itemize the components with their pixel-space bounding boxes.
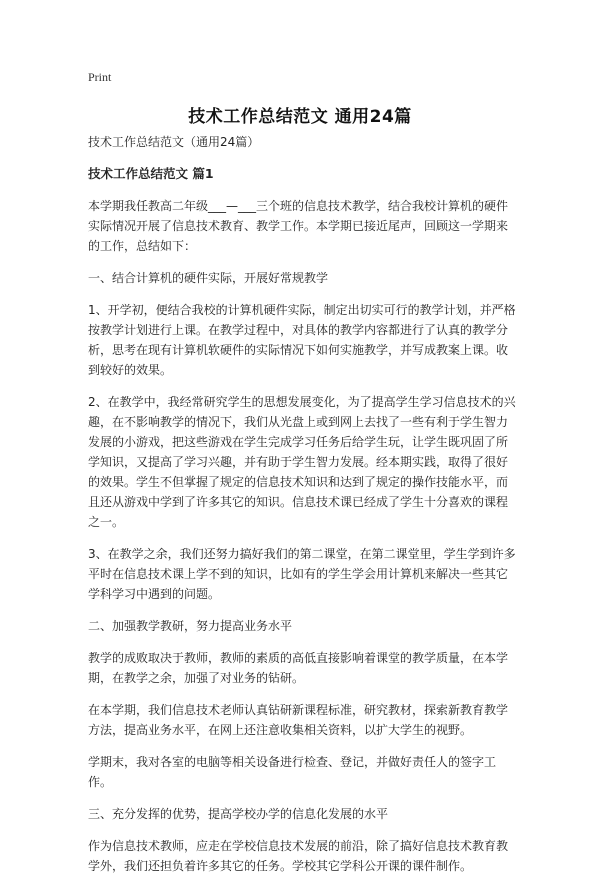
paragraph: 本学期我任教高二年级___—___三个班的信息技术教学，结合我校计算机的硬件实际情况开展了信息技术教育、教学工作。本学期已接近尾声，回顾这一学期来的工作，总结如下： [88,199,509,253]
page-title: 技术工作总结范文 通用24篇 [188,107,412,127]
paragraph: 作为信息技术教师，应走在学校信息技术发展的前沿，除了搞好信息技术教育教学外，我们还担负着许多其它的任务。学校其它学科公开课的课件制作。 [88,839,509,873]
paragraph: 3、在教学之余，我们还努力搞好我们的第二课堂，在第二课堂里，学生学到许多平时在信息技术课上学不到的知识，比如有的学生学会用计算机来解决一些其它学科学习中遇到的问题。 [88,547,516,601]
document-subtitle: 技术工作总结范文（通用24篇） [88,135,260,149]
paragraph-heading: 二、加强教学教研，努力提高业务水平 [88,619,293,633]
paragraph: 学期末，我对各室的电脑等相关设备进行检查、登记，并做好责任人的签字工作。 [88,755,497,789]
paragraph: 2、在教学中，我经常研究学生的思想发展变化，为了提高学生学习信息技术的兴趣，在不影响教学的情况下，我们从光盘上或到网上去找了一些有利于学生智力发展的小游戏，把这些游戏在学生完成学习任务后给学生玩，让学生既巩固了所学知识，又提高了学习兴趣，并有助于学生智力发展。经本期实践，取得了很好的效果。学生不但掌握了规定的信息技术知识和达到了规定的操作技能水平，而且还从游戏中学到了许多其它的知识。信息技术课已经成了学生十分喜欢的课程之一。 [88,395,516,529]
paragraph: 教学的成败取决于教师，教师的素质的高低直接影响着课堂的教学质量，在本学期，在教学之余，加强了对业务的钻研。 [88,651,509,685]
paragraph-heading: 三、充分发挥的优势，提高学校办学的信息化发展的水平 [88,807,389,821]
document-body [88,132,518,888]
paragraph: 1、开学初，便结合我校的计算机硬件实际，制定出切实可行的教学计划，并严格按教学计划进行上课。在教学过程中，对具体的教学内容都进行了认真的教学分析，思考在现有计算机软硬件的实际情况下如何实施教学，并写成教案上课。收到较好的效果。 [88,303,516,377]
paragraph-heading: 一、结合计算机的硬件实际，开展好常规教学 [88,271,329,285]
section-title: 技术工作总结范文 篇1 [88,166,214,181]
paragraph: 在本学期，我们信息技术老师认真钻研新课程标准，研究教材，探索新教育教学方法，提高业务水平，在网上还注意收集相关资料，以扩大学生的视野。 [88,703,509,737]
print-label: Print [88,70,112,84]
